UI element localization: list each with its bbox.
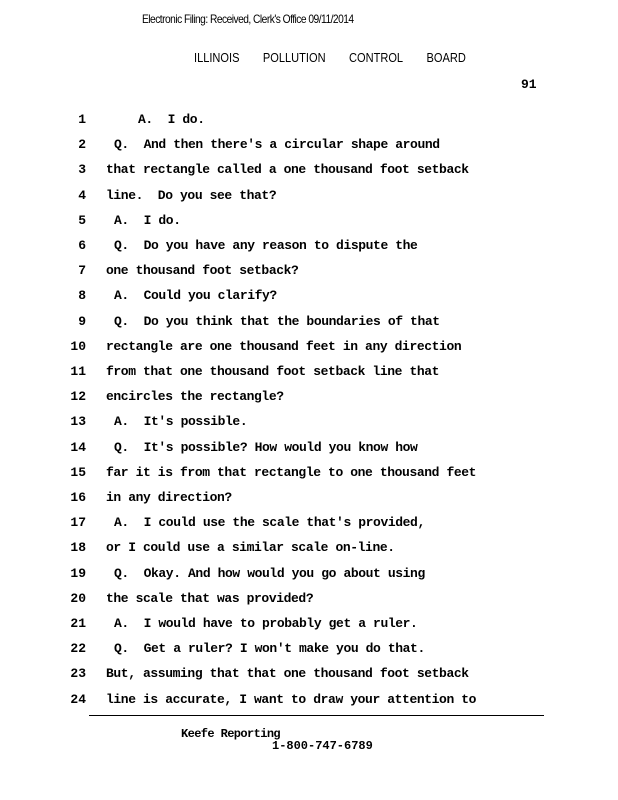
line-text: Q. Do you have any reason to dispute the xyxy=(114,238,418,253)
transcript-line xyxy=(0,591,618,611)
electronic-filing-stamp: Electronic Filing: Received, Clerk's Office 09/11/2014 xyxy=(142,12,354,26)
reporting-phone: 1-800-747-6789 xyxy=(272,739,373,753)
board-title-word: CONTROL xyxy=(349,50,404,65)
line-number: 19 xyxy=(70,565,86,581)
transcript-line xyxy=(0,666,618,686)
transcript-line xyxy=(0,515,618,535)
line-number: 7 xyxy=(78,263,86,279)
line-number: 14 xyxy=(70,439,86,455)
line-text: A. Could you clarify? xyxy=(114,288,277,304)
board-title-word: BOARD xyxy=(426,50,466,65)
transcript-line xyxy=(0,112,618,132)
line-number: 23 xyxy=(70,666,86,682)
line-text: A. It's possible. xyxy=(114,414,248,430)
line-number: 12 xyxy=(70,389,86,405)
line-text: A. I would have to probably get a ruler. xyxy=(114,616,418,631)
line-text: line is accurate, I want to draw your attention to xyxy=(106,691,477,707)
transcript-line xyxy=(0,566,618,586)
line-number: 1 xyxy=(78,112,86,127)
transcript-line xyxy=(0,213,618,233)
transcript-line xyxy=(0,364,618,384)
transcript-line xyxy=(0,389,618,409)
line-number: 15 xyxy=(70,464,86,480)
board-title-word: POLLUTION xyxy=(262,50,326,65)
transcript-line xyxy=(0,490,618,510)
transcript-line xyxy=(0,616,618,636)
transcript-line xyxy=(0,465,618,485)
line-number: 6 xyxy=(78,238,86,253)
footer-divider xyxy=(89,715,544,716)
transcript-line xyxy=(0,314,618,334)
line-number: 4 xyxy=(78,187,86,203)
line-number: 5 xyxy=(78,212,86,228)
line-number: 8 xyxy=(78,288,86,304)
line-number: 10 xyxy=(70,338,86,354)
line-text: or I could use a similar scale on-line. xyxy=(106,540,395,556)
line-number: 21 xyxy=(70,616,86,631)
line-text: Q. Okay. And how would you go about using xyxy=(114,565,425,581)
transcript-line xyxy=(0,162,618,182)
line-text: Q. Get a ruler? I won't make you do that. xyxy=(114,641,425,657)
transcript-line xyxy=(0,414,618,434)
line-text: from that one thousand foot setback line that xyxy=(106,364,440,379)
line-number: 3 xyxy=(78,162,86,178)
line-text: A. I do. xyxy=(138,112,205,127)
line-number: 2 xyxy=(78,137,86,153)
line-text: Q. And then there's a circular shape around xyxy=(114,137,440,153)
transcript-line xyxy=(0,188,618,208)
line-text: Q. Do you think that the boundaries of that xyxy=(114,313,440,329)
line-number: 18 xyxy=(70,540,86,556)
line-text: that rectangle called a one thousand foot setback xyxy=(106,162,469,178)
line-text: encircles the rectangle? xyxy=(106,389,284,405)
transcript-line xyxy=(0,641,618,661)
transcript-line xyxy=(0,540,618,560)
transcript-line xyxy=(0,137,618,157)
transcript-line xyxy=(0,238,618,258)
line-text: Q. It's possible? How would you know how xyxy=(114,439,418,455)
line-number: 20 xyxy=(70,590,86,606)
page-number: 91 xyxy=(521,77,537,92)
transcript-line xyxy=(0,263,618,283)
board-title xyxy=(194,50,486,65)
line-text: in any direction? xyxy=(106,490,232,505)
line-text: A. I could use the scale that's provided, xyxy=(114,515,425,531)
board-title-word: ILLINOIS xyxy=(194,50,240,65)
transcript-line xyxy=(0,339,618,359)
line-number: 17 xyxy=(70,515,86,531)
transcript-line xyxy=(0,440,618,460)
reporting-company: Keefe Reporting xyxy=(181,727,281,741)
line-text: one thousand foot setback? xyxy=(106,263,299,279)
transcript-line xyxy=(0,692,618,712)
transcript-line xyxy=(0,288,618,308)
line-number: 11 xyxy=(70,364,86,379)
line-text: line. Do you see that? xyxy=(106,187,277,203)
line-number: 24 xyxy=(70,691,86,707)
line-text: the scale that was provided? xyxy=(106,590,314,606)
line-number: 22 xyxy=(70,641,86,657)
line-number: 13 xyxy=(70,414,86,430)
line-number: 16 xyxy=(70,490,86,505)
line-text: rectangle are one thousand feet in any direction xyxy=(106,338,462,354)
line-number: 9 xyxy=(78,313,86,329)
line-text: But, assuming that that one thousand foot setback xyxy=(106,666,469,682)
line-text: far it is from that rectangle to one thousand feet xyxy=(106,464,477,480)
line-text: A. I do. xyxy=(114,212,181,228)
